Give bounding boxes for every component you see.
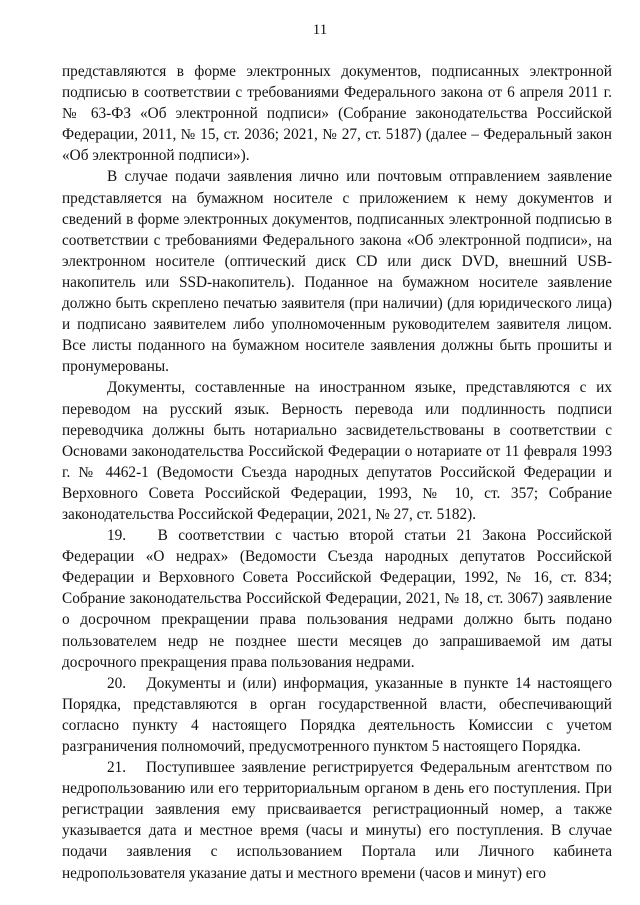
paragraph-foreign-language: Документы, составленные на иностранном языке, представляются с их переводом на русский язык. Верность перевода или подлинность подписи переводчика должны быть нотариально засвидетельствованы в соответствии с Основами законодательства Российской Федерации о нотариате от 11 февраля 1993 г. № 4462-1 (Ведомости Съезда народных депутатов Российской Федерации и Верховного Совета Российской Федерации, 1993, № 10, ст. 357; Собрание законодательства Российской Федерации, 2021, № 27, ст. 5182). (62, 379, 612, 523)
paragraph-paper-submission: В случае подачи заявления лично или почтовым отправлением заявление представляется на бумажном носителе с приложением к нему документов и сведений в форме электронных документов, подписанных электронной подписью в соответствии с требованиями Федерального закона «Об электронной подписи», на электронном носителе (оптический диск CD или диск DVD, внешний USB-накопитель или SSD-накопитель). Поданное на бумажном носителе заявление должно быть скреплено печатью заявителя (при наличии) (для юридического лица) и подписано заявителем либо уполномоченным руководителем заявителя лицом. Все листы поданного на бумажном носителе заявления должны быть прошиты и пронумерованы. (62, 168, 612, 376)
page-number: 11 (312, 22, 328, 38)
paragraph-electronic-signature: представляются в форме электронных документов, подписанных электронной подписью в соответствии с требованиями Федерального закона от 6 апреля 2011 г. № 63-ФЗ «Об электронной подписи» (Собрание законодательства Российской Федерации, 2011, № 15, ст. 2036; 2021, № 27, ст. 5187) (далее – Федеральный закон «Об электронной подписи»). (62, 63, 612, 165)
paragraph-item-19: 19. В соответствии с частью второй статьи 21 Закона Российской Федерации «О недрах» (Ведомости Съезда народных депутатов Российской Федерации и Верховного Совета Российской Федерации, 1992, № 16, ст. 834; Собрание законодательства Российской Федерации, 2021, № 18, ст. 3067) заявление о досрочном прекращении права пользования недрами должно быть подано пользователем недр не позднее шести месяцев до запрашиваемой им даты досрочного прекращения права пользования недрами. (62, 527, 612, 671)
document-body (62, 61, 612, 884)
paragraph-item-21: 21. Поступившее заявление регистрируется Федеральным агентством по недропользованию или его территориальным органом в день его поступления. При регистрации заявления ему присваивается регистрационный номер, а также указывается дата и местное время (часы и минуты) его поступления. В случае подачи заявления с использованием Портала или Личного кабинета недропользователя указание даты и местного времени (часов и минут) его (62, 759, 612, 882)
paragraph-item-20: 20. Документы и (или) информация, указанные в пункте 14 настоящего Порядка, представляются в орган государственной власти, обеспечивающий согласно пункту 4 настоящего Порядка деятельность Комиссии с учетом разграничения полномочий, предусмотренного пунктом 5 настоящего Порядка. (62, 674, 612, 755)
